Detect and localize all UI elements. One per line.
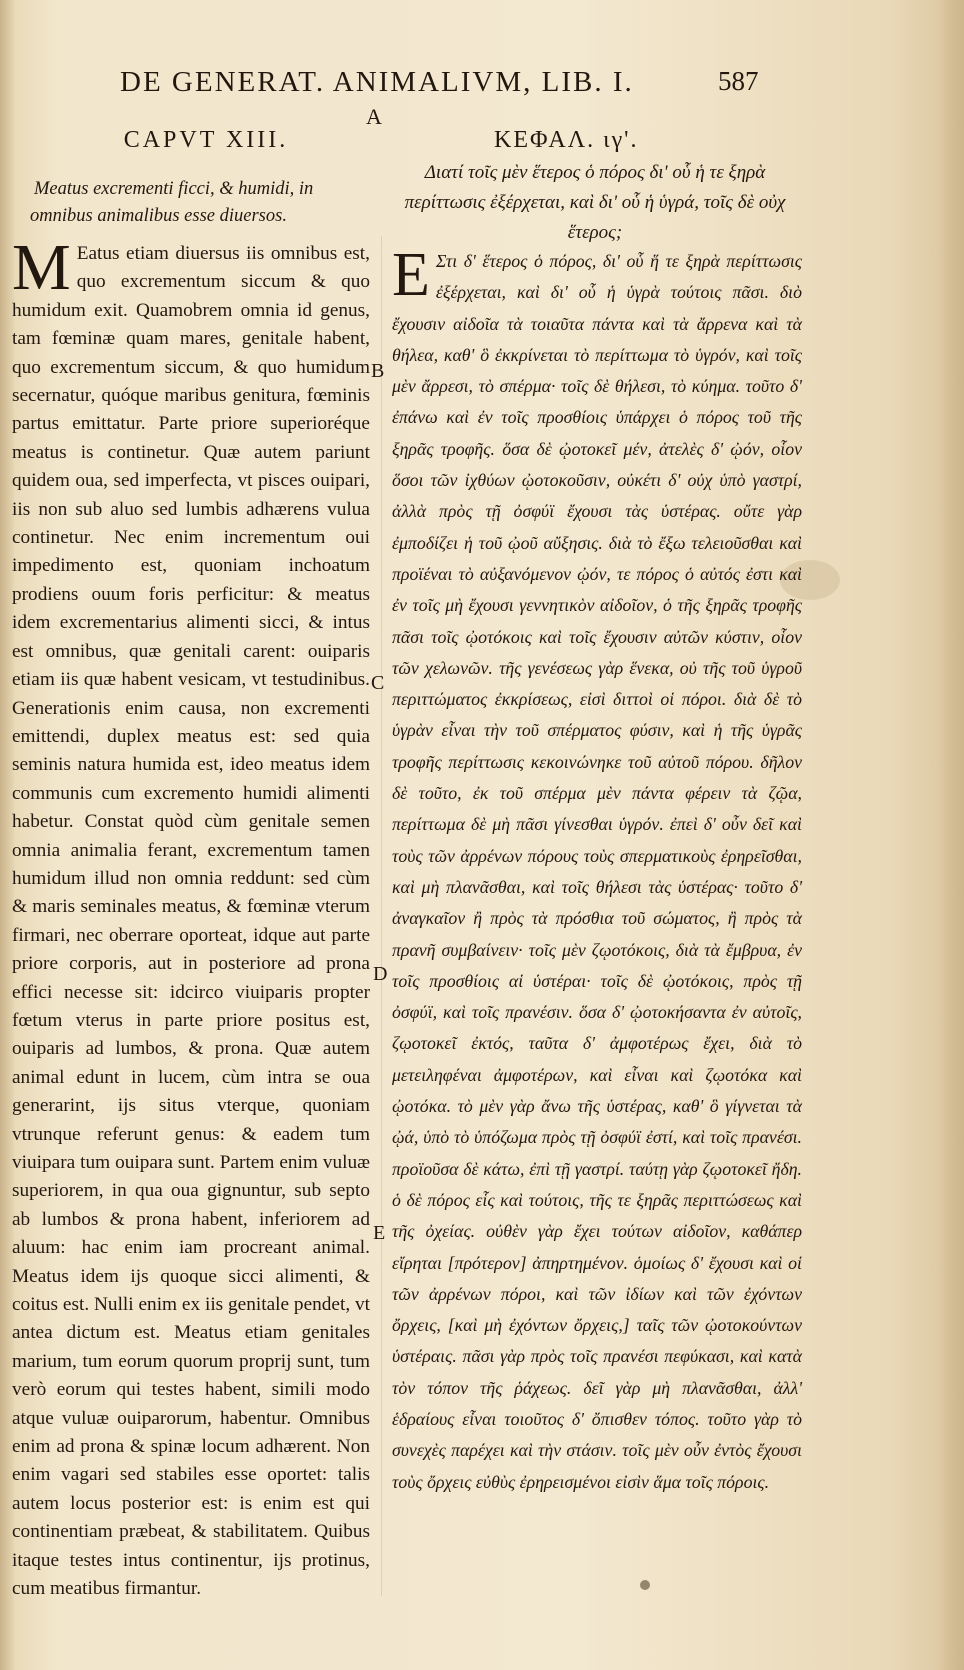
greek-body-text: Στι δ' ἕτερος ὁ πόρος, δι' οὗ ἥ τε ξηρὰ περίττωσις ἐξέρχεται, καὶ δι' οὗ ἡ ὑγρὰ τούτοις πᾶσι. διὸ ἔχουσιν αἰδοῖα τὰ τοιαῦτα πάντα καὶ τὰ ἄρρενα καὶ τὰ θήλεα, καθ' ὃ ἐκκρίνεται τὸ περίττωμα τὸ ὑγρόν, καὶ τοῖς μὲν ἄρρεσι, τὸ σπέρμα· τοῖς δὲ θήλεσι, τὸ κύημα. τοῦτο δ' ἐπάνω καὶ ἐν τοῖς προσθίοις ὑπάρχει ὁ πόρος τοῦ τῆς ξηρᾶς τροφῆς. ὅσα δὲ ᾠοτοκεῖ μέν, ἀτελὲς δ' ᾠόν, οἷον ὅσοι τῶν ἰχθύων ᾠοτοκοῦσιν, οὐκέτι δ' οὐχ ὑπὸ γαστρί, ἀλλὰ πρὸς τῇ ὀσφύϊ ἔχουσι τὰς ὑστέρας. οὔτε γὰρ ἐμποδίζει ἡ τοῦ ᾠοῦ αὔξησις. διὰ τὸ ἔξω τελειοῦσθαι καὶ προϊέναι τὸ αὐξανόμενον ᾠόν, τε πόρος ὁ αὐτός ἐστι καὶ ἐν τοῖς μὴ ἔχουσι γεννητικὸν αἰδοῖον, ὁ τῆς ξηρᾶς τροφῆς πᾶσι τοῖς ᾠοτόκοις καὶ τοῖς ἔχουσιν αὐτῶν κύστιν, οἷον τῶν χελωνῶν. τῆς γενέσεως γὰρ ἕνεκα, οὐ τῆς τοῦ ὑγροῦ περιττώματος ἐκκρίσεως, εἰσὶ διττοὶ οἱ πόροι. διὰ δὲ τὸ ὑγρὰν εἶναι τὴν τοῦ σπέρματος φύσιν, καὶ ἡ τῆς ὑγρᾶς τροφῆς περίττωσις κεκοινώνηκε τοῦ αὐτοῦ πόρου. δῆλον δὲ τοῦτο, ἐκ τοῦ σπέρμα μὲν πάντα φέρειν τὰ ζῷα, περίττωμα δὲ μὴ πᾶσι γίνεσθαι ὑγρόν. ἐπεὶ δ' οὖν δεῖ καὶ τοὺς τῶν ἀρρένων πόρους τοὺς σπερματικοὺς ἐρηρεῖσθαι, καὶ μὴ πλανᾶσθαι, καὶ τοῖς θήλεσι τὰς ὑστέρας· τοῦτο δ' ἀναγκαῖον ἢ πρὸς τὰ πρόσθια τοῦ σώματος, ἢ πρὸς τὰ πρανῆ συμβαίνειν· τοῖς μὲν ζῳοτόκοις, διὰ τὰ ἔμβρυα, ἐν τοῖς προσθίοις αἱ ὑστέραι· τοῖς δὲ ᾠοτόκοις, πρὸς τῇ ὀσφύϊ, καὶ τοῖς πρανέσιν. ὅσα δ' ᾠοτοκήσαντα ἐν αὐτοῖς, ζῳοτοκεῖ ἐκτός, ταῦτα δ' ἀμφοτέρως ἔχει, διὰ τὸ μετειληφέναι ἀμφοτέρων, καὶ εἶναι καὶ ζῳοτόκα καὶ ᾠοτόκα. τὸ μὲν γὰρ ἄνω τῆς ὑστέρας, καθ' ὃ γίγνεται τὰ ᾠά, ὑπὸ τὸ ὑπόζωμα πρὸς τῇ ὀσφύϊ ἐστί, καὶ τοῖς πρανέσι. προϊοῦσα δὲ κάτω, ἐπὶ τῇ γαστρί. ταύτῃ γὰρ ζῳοτοκεῖ ἤδη. ὁ δὲ πόρος εἷς καὶ τούτοις, τῆς τε ξηρᾶς περιττώσεως καὶ τῆς ὀχείας. οὐθὲν γὰρ ἔχει τούτων αἰδοῖον, καθάπερ εἴρηται [πρότερον] ἀπηρτημένον. ὁμοίως δ' ἔχουσι καὶ οἱ τῶν ἀρρένων πόροι, καὶ τῶν ἰδίων καὶ τῶν ἐχόντων ὄρχεις, [καὶ μὴ ἐχόντων ὄρχεις,] ταῖς τῶν ᾠοτοκούντων ὑστέραις. πᾶσι γὰρ πρὸς τοῖς πρανέσι πεφύκασι, καὶ κατὰ τὸν τόπον τῆς ῥάχεως. δεῖ γὰρ μὴ πλανᾶσθαι, ἀλλ' ἑδραίους εἶναι τοιοῦτος δ' ὄπισθεν τόπος. τοῦτο γὰρ τὸ συνεχὲς παρέχει καὶ τὴν στάσιν. τοῖς μὲν οὖν ἐντὸς ἔχουσι τοὺς ὄρχεις εὐθὺς ἐρηρεισμένοι εἰσὶν ἅμα τοῖς πόροις. [392,251,802,1492]
greek-dropcap: Ε [392,241,430,309]
section-marker: A [366,104,382,129]
margin-letter-e: E [373,1222,386,1244]
latin-dropcap: M [12,231,71,304]
latin-chapter-title: CAPVT XIII. [123,127,289,153]
greek-body [392,241,802,1498]
running-head: DE GENERAT. ANIMALIVM, LIB. I. [120,66,634,98]
page-edge-shadow [938,0,964,1670]
ink-spot [640,1580,650,1590]
margin-letter-c: C [371,672,385,694]
latin-body-text: Eatus etiam diuersus iis omnibus est, quo excrementum siccum & quo humidum exit. Quamobrem omnia id genus, tam fœminæ quam mares, genitale habent, quo excrementum siccum, & quo humidum secernatur, quóque maribus genitura, fœminis partus emittatur. Parte priore superioréque meatus is continetur. Quæ autem pariunt quidem oua, sed imperfecta, vt pisces ouipari, iis non sub aluo sed lumbis adhærens vulua continetur. Nec enim incrementum oui impedimento est, quoniam inchoatum prodiens ouum foris perficitur: & meatus idem excrementarius alimenti sicci, & intus est omnibus, quæ genitali carent: ouiparis etiam iis quæ habent vesicam, vt testudinibus. Generationis enim causa, non excrementi emittendi, duplex meatus est: sed quia seminis natura humida est, ideo meatus idem communis cum excremento humidi alimenti habetur. Constat quòd cùm genitale semen omnia animalia ferant, excrementum tamen humidum illud non omnia reddunt: sed cùm & maris seminales meatus, & fœminæ vterum firmari, nec oberrare oporteat, idque aut parte priore corporis, aut in posteriore ad prona effici necesse sit: idcirco viuiparis propter fœtum vterus in parte priore positus est, ouiparis ad lumbos, & prona. Quæ autem animal edunt in lucem, cùm intra se oua generarint, ijs situs vterque, quoniam vtrunque referunt genus: & eadem tum viuipara tum ouipara sunt. Partem enim vuluæ superiorem, in qua oua gignuntur, sub septo ab lumbos & prona habent, inferiorem ad aluum: hac enim iam procreant animal. Meatus idem ijs quoque sicci alimenti, & coitus est. Nulli enim ex iis genitale pendet, vt antea dictum est. Meatus etiam genitales marium, tum eorum quorum proprij sunt, tum verò eorum qui testes habent, simili modo atque vuluæ ouiparorum, habentur. Omnibus enim ad prona & spinæ locum adhærent. Non enim vagari sed stabiles esse oportet: talis autem locus posterior est: is enim est qui continentiam præbeat, & stabilitatem. Quibus itaque testes intus continentur, ijs protinus, cum meatibus firmantur. [12,243,370,1600]
latin-chapter-summary: Meatus excrementi ficci, & humidi, in omnibus animalibus esse diuersos. [30,179,314,226]
column-divider [381,236,382,1596]
margin-letter-b: B [371,360,385,382]
greek-chapter-title: ΚΕΦΑΛ. ιγ'. [494,127,639,153]
page-number: 587 [718,66,759,96]
greek-chapter-summary: Διατί τοῖς μὲν ἕτερος ὁ πόρος δι' οὗ ἡ τε ξηρὰ περίττωσις ἐξέρχεται, καὶ δι' οὗ ἡ ὑγρά, τοῖς δὲ οὐχ ἕτερος; [404,162,786,243]
latin-body [12,231,370,1604]
margin-letter-d: D [373,963,388,985]
